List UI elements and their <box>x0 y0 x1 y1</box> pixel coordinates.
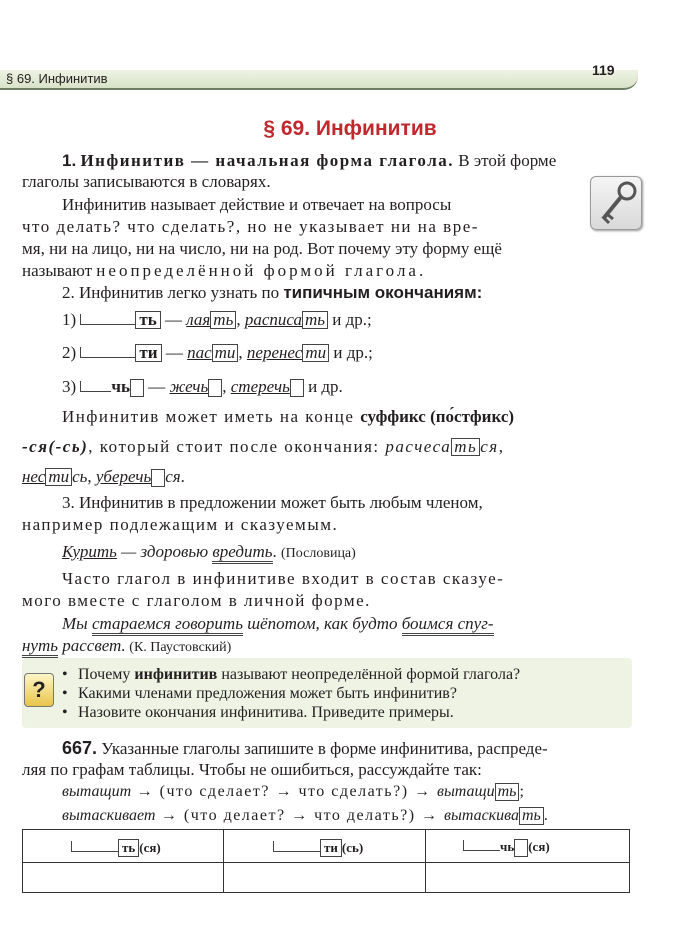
ending-row-3: 3) чь — жечь , стеречь и др. <box>62 377 343 396</box>
ex-example1-stem: вытащи <box>437 783 495 800</box>
row1-word1-ending: ть <box>210 311 236 329</box>
empty-ending-box <box>151 469 165 487</box>
ex-example2-stem: вытаскива <box>444 807 519 824</box>
p2-lead: 2. Инфинитив легко узнать по <box>62 283 284 302</box>
ex-example2-punct: . <box>543 807 548 824</box>
row3-word1: жечь <box>169 377 209 396</box>
ex2-c: шёпотом, как будто <box>242 614 402 633</box>
col1-postfix: (ся) <box>139 840 161 855</box>
ex2-predicate2-end: нуть <box>22 636 58 658</box>
q1a: Почему <box>78 666 135 683</box>
table-header-col1 <box>71 839 161 857</box>
ex1-dot: . <box>272 542 282 561</box>
ex-example1-reasoning: → (что сделает? → что сделать?) → <box>131 783 438 800</box>
ex2-source: (К. Паустовский) <box>125 640 232 655</box>
p1-rest: В этой форме <box>453 151 557 170</box>
exercise-example1 <box>62 782 662 802</box>
row3-dash: — <box>144 377 170 396</box>
p4-line1: 3. Инфинитив в предложении может быть любым членом, <box>62 493 483 512</box>
table-column-divider <box>425 830 426 892</box>
ex1-subject: Курить <box>62 542 117 561</box>
p3-line3: нес ти сь, уберечь ся. <box>22 467 185 486</box>
exercise-line2: ляя по графам таблицы. Чтобы не ошибиться, рассуждайте так: <box>22 760 482 779</box>
p2-line1 <box>62 283 662 303</box>
answer-table <box>22 829 630 893</box>
row1-num: 1) <box>62 310 77 329</box>
p4-line4: Часто глагол в инфинитиве входит в состав сказуе- <box>62 569 505 588</box>
ex-example1-punct: ; <box>519 783 524 800</box>
p1-line6a: называют <box>22 261 97 280</box>
table-column-divider <box>223 830 224 892</box>
ex-example2-verb: вытаскивает <box>62 807 156 824</box>
row1-word2-stem: расписа <box>244 310 302 329</box>
p2-bold: типичным окончаниям: <box>283 283 483 302</box>
col3-ending: чь <box>500 839 515 854</box>
p1-line5: мя, ни на лицо, ни на число, ни на род. Вот почему эту форму ещё <box>22 239 502 258</box>
ex-example2-ending: ть <box>519 807 544 825</box>
p1-line2: глаголы записываются в словарях. <box>22 172 271 191</box>
page-number: 119 <box>592 62 615 78</box>
p3-line2: -ся(-сь), который стоит после окончания: расчеса ть ся, <box>22 437 505 456</box>
question-mark-icon: ? <box>24 673 54 707</box>
stem-mark <box>71 841 118 852</box>
exercise-line1 <box>62 738 662 759</box>
p4-line5: мого вместе с глаголом в личной форме. <box>22 591 371 610</box>
p3-ex3-postfix: ся <box>165 467 181 486</box>
ending-box: ти <box>135 344 161 362</box>
row3-word2: стеречь <box>230 377 290 396</box>
col2-ending: ти <box>320 839 342 857</box>
p3-suffix-term: суффикс (по́стфикс) <box>360 407 515 426</box>
p3-ex2-postfix: сь <box>72 467 88 486</box>
ending-row-1: 1) ть — лая ть , расписа ть и др.; <box>62 310 372 329</box>
p1-line1 <box>62 151 662 171</box>
ending-row-2: 2) ти — пас ти , перенес ти и др.; <box>62 343 373 362</box>
ex2-f: рассвет. <box>58 636 126 655</box>
p3-ex3-stem: уберечь <box>95 467 152 486</box>
ex1-mid: — здоровью <box>116 542 213 561</box>
row3-tail: и др. <box>303 377 343 396</box>
question-1: • Почему инфинитив называют неопределённой формой глагола? <box>62 666 521 683</box>
p3-line1a: Инфинитив может иметь на конце <box>62 407 361 426</box>
row2-word1-stem: пас <box>187 343 212 362</box>
question-3: • Назовите окончания инфинитива. Приведите примеры. <box>62 704 454 721</box>
ex2-predicate: стараемся говорить <box>92 614 243 636</box>
row3-ending: чь <box>111 377 130 396</box>
exercise-example2 <box>62 806 662 826</box>
row1-dash: — <box>160 310 187 329</box>
ex-example1-verb: вытащит <box>62 783 132 800</box>
p3-line2b: , который стоит после окончания: <box>88 437 386 456</box>
p4-example2-line1 <box>62 614 662 634</box>
p4-example1 <box>62 542 662 564</box>
p1-term: неопределённой формой глагола. <box>96 261 427 280</box>
ending-box: ть <box>135 311 160 329</box>
p3-ex1-stem: расчеса <box>385 437 452 456</box>
ex1-source: (Пословица) <box>281 546 356 561</box>
p3-ex1-ending: ть <box>451 438 480 456</box>
p3-line1 <box>62 407 662 427</box>
q3: Назовите окончания инфинитива. Приведите примеры. <box>78 704 454 721</box>
p3-ex2-ending: ти <box>45 468 72 486</box>
table-header-col3 <box>463 839 550 857</box>
stem-mark <box>463 840 500 851</box>
empty-ending-box <box>208 379 222 397</box>
ex-example2-reasoning: → (что делает? → что делать?) → <box>155 807 445 824</box>
p1-num: 1. <box>62 151 77 170</box>
table-header-col2 <box>273 839 363 857</box>
row3-num: 3) <box>62 377 77 396</box>
row2-dash: — <box>161 343 188 362</box>
ex-example1-ending: ть <box>495 783 520 801</box>
p3-ex2-stem: нес <box>22 467 46 486</box>
col3-postfix: (ся) <box>528 839 550 854</box>
exercise-text1: Указанные глаголы запишите в форме инфинитива, распреде- <box>97 739 548 758</box>
p1-line6 <box>22 261 622 281</box>
row1-word1-stem: лая <box>186 310 211 329</box>
stem-mark <box>80 347 135 358</box>
p3-postfix: -ся(-сь) <box>22 437 89 456</box>
q1b: инфинитив <box>134 666 218 683</box>
row2-word1-ending: ти <box>212 344 239 362</box>
section-title: § 69. Инфинитив <box>263 117 437 140</box>
ex2-predicate2: боимся спуг- <box>402 614 494 636</box>
p1-bold: Инфинитив — начальная форма глагола. <box>80 151 454 170</box>
question-2: • Какими членами предложения может быть инфинитив? <box>62 685 457 702</box>
col2-postfix: (сь) <box>341 840 364 855</box>
p4-line2: например подлежащим и сказуемым. <box>22 515 339 534</box>
col1-ending: ть <box>118 839 139 857</box>
exercise-number: 667. <box>62 738 98 758</box>
review-questions <box>62 665 520 722</box>
ex1-predicate: вредить <box>212 542 272 564</box>
row1-word2-ending: ть <box>302 311 328 329</box>
row1-tail: и др.; <box>327 310 372 329</box>
empty-ending-box <box>514 839 528 857</box>
row2-word2-ending: ти <box>302 344 329 362</box>
row2-tail: и др.; <box>329 343 373 362</box>
p4-example2-line2 <box>22 636 622 658</box>
empty-ending-box <box>130 379 144 397</box>
q2: Какими членами предложения может быть инфинитив? <box>78 685 457 702</box>
ex2-a: Мы <box>62 614 92 633</box>
row2-word2-stem: перенес <box>246 343 303 362</box>
p1-line4: что делать? что сделать?, но не указывает ни на вре- <box>22 217 479 236</box>
p3-ex1-postfix: ся <box>480 437 499 456</box>
stem-mark <box>273 841 320 852</box>
q1c: называют неопределённой формой глагола? <box>217 666 521 683</box>
row2-num: 2) <box>62 343 77 362</box>
empty-ending-box <box>290 379 304 397</box>
running-header-title: § 69. Инфинитив <box>6 71 108 86</box>
stem-mark <box>80 381 111 392</box>
stem-mark <box>80 314 135 325</box>
p1-line3: Инфинитив называет действие и отвечает на вопросы <box>62 195 452 214</box>
key-icon <box>590 176 642 230</box>
